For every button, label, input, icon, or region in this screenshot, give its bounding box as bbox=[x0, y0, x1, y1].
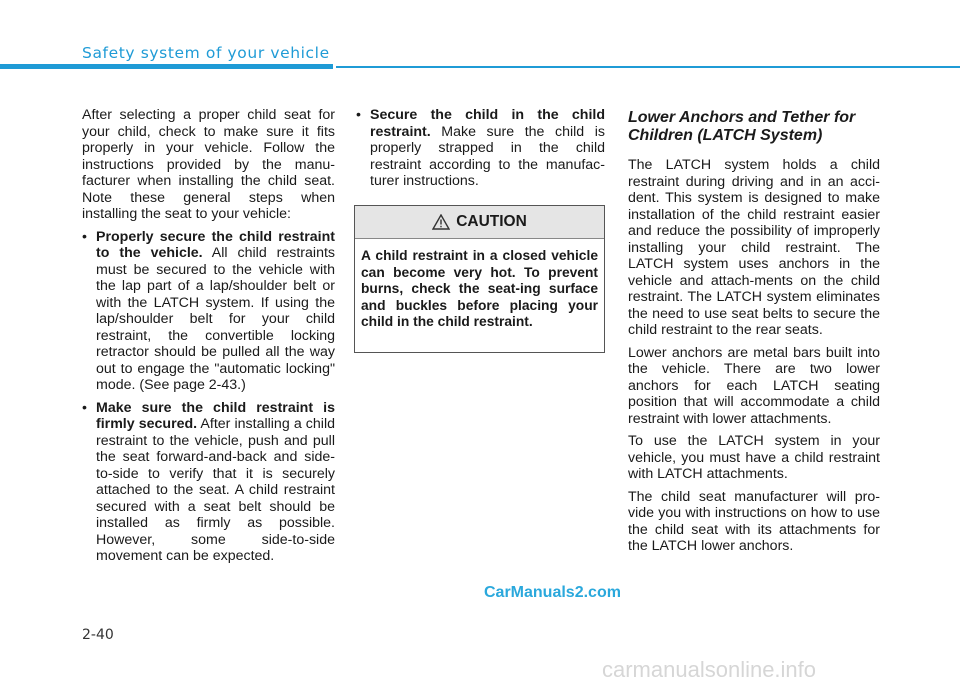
caution-title: CAUTION bbox=[456, 213, 527, 230]
latch-paragraph: Lower anchors are metal bars built into the vehicle. There are two lower anchors for each LATCH seating position that will accommodate a child restraint with lower attachments. bbox=[628, 344, 880, 427]
watermark-link[interactable]: CarManuals2.com bbox=[484, 584, 621, 601]
bullet-glyph: • bbox=[82, 228, 87, 245]
bullet-lead: Properly secure the child restraint to the vehicle. bbox=[96, 228, 335, 261]
bullet-text: After installing a child restraint to the vehicle, push and pull the seat forward-and-back and side-to-side to verify that it is securely attached to the seat. A child restraint secured with a seat belt should be installed as firmly as possible. However, some side-to-side movement can be expected. bbox=[96, 416, 335, 564]
caution-body: A child restraint in a closed vehicle can become very hot. To prevent burns, check the seat-ing surface and buckles before placing your child in the child restraint. bbox=[361, 248, 598, 329]
latch-paragraph: The child seat manufacturer will pro-vide you with instructions on how to use the child seat with its attachments for the LATCH lower anchors. bbox=[628, 488, 880, 554]
page-number: 2-40 bbox=[82, 627, 114, 643]
bullet-list bbox=[82, 229, 335, 565]
column-right bbox=[628, 107, 880, 561]
column-middle bbox=[356, 107, 605, 196]
section-header: Safety system of your vehicle bbox=[82, 44, 330, 62]
bullet-glyph: • bbox=[356, 107, 361, 123]
bullet-text: All child restraints must be secured to the vehicle with the lap part of a lap/shoulder belt or with the LATCH system. If using the lap/shoulder belt for your child restraint, the convertible locking retractor should be pulled all the way out to engage the "automatic locking" mode. (See page 2-43.) bbox=[96, 245, 335, 393]
bullet-list bbox=[356, 107, 605, 190]
header-rule-thick bbox=[0, 64, 333, 69]
list-item bbox=[82, 400, 335, 565]
bullet-glyph: • bbox=[82, 399, 87, 416]
intro-paragraph: After selecting a proper child seat for your child, check to make sure it fits properly in your vehicle. Follow the instructions provided by the manu-facturer when installing the child seat. Note these general steps when installing the seat to your vehicle: bbox=[82, 107, 335, 222]
bullet-lead: Secure the child in the child restraint. bbox=[370, 107, 605, 140]
latch-paragraph: The LATCH system holds a child restraint during driving and in an acci-dent. This system is designed to make installation of the child restraint easier and reduce the possibility of improperly installing your child restraint. The LATCH system uses anchors in the vehicle and attach-ments on the child restraint. The LATCH system eliminates the need to use seat belts to secure the child restraint to the rear seats. bbox=[628, 157, 880, 338]
caution-box bbox=[354, 205, 605, 353]
watermark-text: carmanualsonline.info bbox=[602, 657, 817, 682]
latch-heading: Lower Anchors and Tether for Children (LATCH System) bbox=[628, 109, 856, 144]
latch-paragraph: To use the LATCH system in your vehicle, you must have a child restraint with LATCH attachments. bbox=[628, 433, 880, 482]
list-item bbox=[356, 107, 605, 190]
column-left bbox=[82, 107, 335, 571]
caution-header bbox=[355, 206, 604, 239]
bullet-lead: Make sure the child restraint is firmly secured. bbox=[96, 399, 335, 432]
list-item bbox=[82, 229, 335, 394]
header-rule-thin bbox=[336, 66, 960, 68]
bullet-text: Make sure the child is properly strapped in the child restraint according to the manufac-turer instructions. bbox=[370, 123, 605, 189]
warning-triangle-icon bbox=[432, 214, 450, 230]
